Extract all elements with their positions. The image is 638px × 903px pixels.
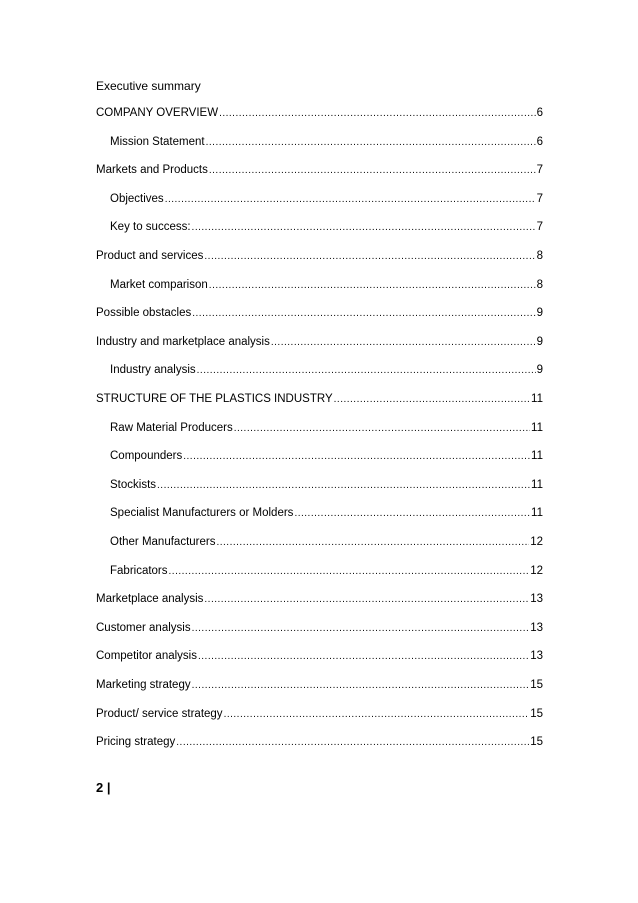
toc-entry[interactable] bbox=[96, 334, 543, 350]
toc-dot-leader bbox=[169, 564, 530, 580]
toc-entry[interactable] bbox=[96, 620, 543, 636]
toc-entry-page: 7 bbox=[536, 164, 543, 176]
toc-entry-title[interactable]: Product and services bbox=[96, 250, 204, 262]
toc-entry[interactable] bbox=[96, 677, 543, 693]
toc-dot-leader bbox=[209, 278, 536, 294]
toc-entry-page: 12 bbox=[530, 536, 543, 548]
toc-dot-leader bbox=[157, 478, 530, 494]
toc-entry-page: 15 bbox=[530, 736, 543, 748]
toc-entry-page: 9 bbox=[536, 336, 543, 348]
toc-entry-title[interactable]: STRUCTURE OF THE PLASTICS INDUSTRY bbox=[96, 393, 333, 405]
toc-entry-page: 7 bbox=[536, 221, 543, 233]
toc-entry-page: 7 bbox=[536, 193, 543, 205]
toc-entry-title[interactable]: Fabricators bbox=[110, 565, 168, 577]
toc-entry-page: 11 bbox=[531, 479, 543, 491]
toc-dot-leader bbox=[334, 392, 530, 408]
toc-entry-title[interactable]: Customer analysis bbox=[96, 622, 191, 634]
toc-entry-title[interactable]: Product/ service strategy bbox=[96, 708, 223, 720]
toc-entry-title[interactable]: Competitor analysis bbox=[96, 650, 197, 662]
toc-entry-page: 12 bbox=[530, 565, 543, 577]
toc-dot-leader bbox=[198, 649, 529, 665]
toc-entry-title[interactable]: Specialist Manufacturers or Molders bbox=[110, 507, 294, 519]
toc-dot-leader bbox=[219, 106, 536, 122]
toc-entry[interactable] bbox=[96, 248, 543, 264]
toc-dot-leader bbox=[192, 621, 530, 637]
toc-entry[interactable] bbox=[96, 591, 543, 607]
toc-entry-title[interactable]: Key to success: bbox=[110, 221, 191, 233]
toc-entry-title[interactable]: Industry analysis bbox=[110, 364, 196, 376]
toc-entry-page: 13 bbox=[530, 622, 543, 634]
toc-entry[interactable] bbox=[110, 277, 543, 293]
toc-entry-title[interactable]: Marketplace analysis bbox=[96, 593, 204, 605]
toc-entry-page: 15 bbox=[530, 679, 543, 691]
toc-dot-leader bbox=[183, 449, 530, 465]
toc-dot-leader bbox=[209, 163, 536, 179]
toc-dot-leader bbox=[294, 506, 530, 522]
toc-entry-title[interactable]: Marketing strategy bbox=[96, 679, 191, 691]
toc-entry[interactable] bbox=[96, 162, 543, 178]
toc-entry-title[interactable]: Possible obstacles bbox=[96, 307, 192, 319]
toc-entry-title[interactable]: Objectives bbox=[110, 193, 164, 205]
toc-entry-title[interactable]: Other Manufacturers bbox=[110, 536, 216, 548]
toc-entry[interactable] bbox=[96, 305, 543, 321]
toc-entry-page: 11 bbox=[531, 393, 543, 405]
toc-entry-page: 11 bbox=[531, 450, 543, 462]
toc-entry[interactable] bbox=[96, 105, 543, 121]
toc-entry-page: 6 bbox=[536, 136, 543, 148]
toc-entry[interactable] bbox=[96, 734, 543, 750]
toc-entry-page: 8 bbox=[536, 250, 543, 262]
toc-entry[interactable] bbox=[110, 505, 543, 521]
toc-entry[interactable] bbox=[110, 420, 543, 436]
toc-entry-page: 13 bbox=[530, 593, 543, 605]
toc-entry[interactable] bbox=[110, 477, 543, 493]
toc-entry-page: 15 bbox=[530, 708, 543, 720]
toc-entry[interactable] bbox=[110, 563, 543, 579]
toc-entry-title[interactable]: Raw Material Producers bbox=[110, 422, 233, 434]
toc-entry[interactable] bbox=[110, 362, 543, 378]
toc-entry[interactable] bbox=[110, 448, 543, 464]
toc-dot-leader bbox=[224, 707, 530, 723]
toc-dot-leader bbox=[206, 135, 536, 151]
toc-entry-page: 8 bbox=[536, 279, 543, 291]
toc-entry[interactable] bbox=[96, 391, 543, 407]
toc-dot-leader bbox=[204, 249, 535, 265]
toc-dot-leader bbox=[192, 678, 530, 694]
toc-entry-page: 6 bbox=[536, 107, 543, 119]
toc-dot-leader bbox=[204, 592, 529, 608]
toc-dot-leader bbox=[176, 735, 529, 751]
toc-entry[interactable] bbox=[110, 191, 543, 207]
toc-entry-page: 9 bbox=[536, 364, 543, 376]
toc-entry-title[interactable]: Pricing strategy bbox=[96, 736, 176, 748]
toc-entry-page: 13 bbox=[530, 650, 543, 662]
toc-entry[interactable] bbox=[110, 134, 543, 150]
toc-entry[interactable] bbox=[110, 219, 543, 235]
toc-dot-leader bbox=[216, 535, 529, 551]
toc-entry-page: 11 bbox=[531, 422, 543, 434]
toc-dot-leader bbox=[192, 306, 535, 322]
toc-dot-leader bbox=[192, 220, 536, 236]
toc-entry-title[interactable]: COMPANY OVERVIEW bbox=[96, 107, 219, 119]
toc-dot-leader bbox=[165, 192, 536, 208]
toc-dot-leader bbox=[271, 335, 536, 351]
page-number-footer: 2 | bbox=[96, 780, 111, 795]
toc-entry[interactable] bbox=[96, 706, 543, 722]
toc-entry[interactable] bbox=[96, 648, 543, 664]
page-heading: Executive summary bbox=[96, 79, 201, 93]
toc-entry-title[interactable]: Compounders bbox=[110, 450, 183, 462]
toc-entry-page: 11 bbox=[531, 507, 543, 519]
toc-entry[interactable] bbox=[110, 534, 543, 550]
toc-entry-page: 9 bbox=[536, 307, 543, 319]
toc-entry-title[interactable]: Markets and Products bbox=[96, 164, 208, 176]
toc-dot-leader bbox=[234, 421, 530, 437]
toc-entry-title[interactable]: Mission Statement bbox=[110, 136, 205, 148]
toc-entry-title[interactable]: Market comparison bbox=[110, 279, 208, 291]
toc-entry-title[interactable]: Stockists bbox=[110, 479, 157, 491]
toc-dot-leader bbox=[197, 363, 536, 379]
toc-entry-title[interactable]: Industry and marketplace analysis bbox=[96, 336, 270, 348]
